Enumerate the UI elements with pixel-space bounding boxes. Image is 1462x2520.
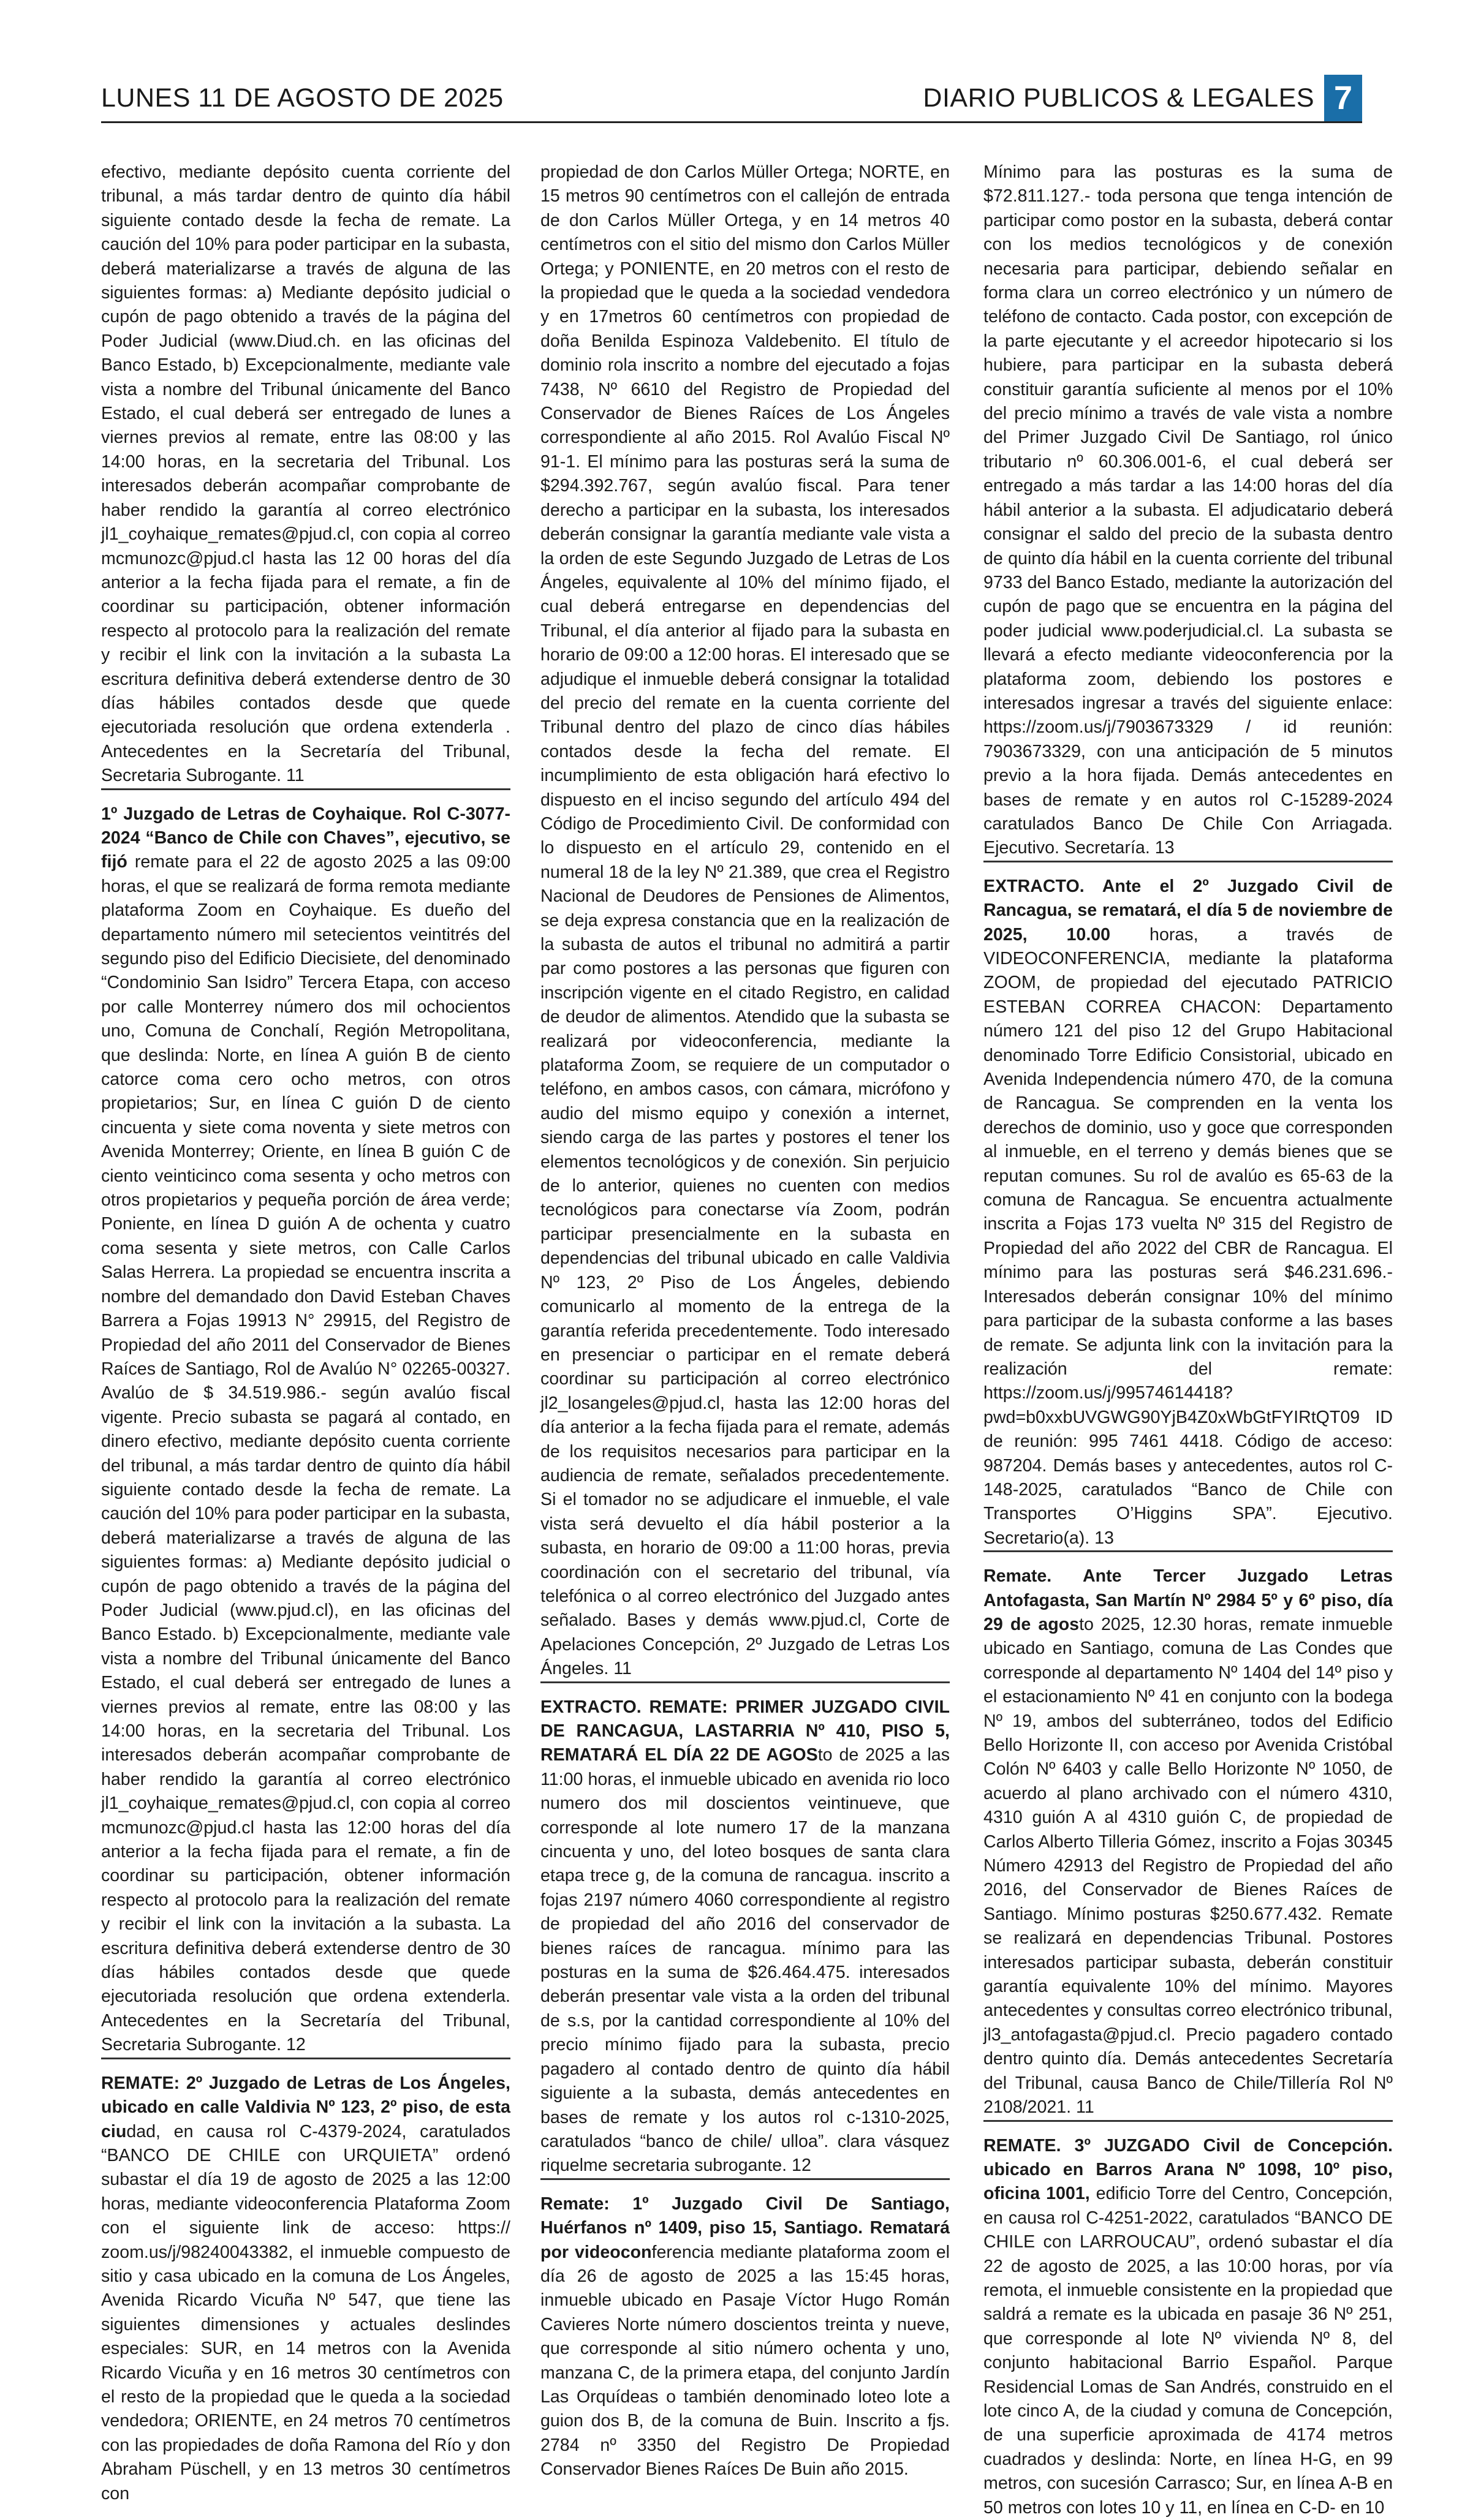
notice xyxy=(540,1681,950,2178)
notice-heading: REMATE: 2º Juzgado de Letras de Los Ángeles, ubicado en calle Valdivia Nº 123, 2º piso, de esta ciu xyxy=(101,2073,510,2141)
notice-body: ferencia mediante plataforma zoom el día 26 de agosto de 2025 a las 15:45 horas, inmueble ubicado en Pasaje Víctor Hugo Román Cavieres Norte número doscientos treinta y nueve, que corresponde al sitio número ochenta y uno, manzana C, de la primera etapa, del conjunto Jardín Las Orquídeas o también denominado loteo lote a guion dos B, de la comuna de Buin. Inscrito a fjs. 2784 nº 3350 del Registro De Propiedad Conservador Bienes Raíces De Buin año 2015. xyxy=(540,2243,950,2480)
notice-heading: EXTRACTO. Ante el 2º Juzgado Civil de Rancagua, se rematará, el día 5 de noviembre de 2025, 10.00 xyxy=(983,877,1393,945)
notice xyxy=(983,1550,1393,2119)
issue-date: LUNES 11 DE AGOSTO DE 2025 xyxy=(101,83,504,113)
notice-body: to de 2025 a las 11:00 horas, el inmueble ubicado en avenida rio loco numero dos mil doscientos veintinueve, que corresponde al lote numero 17 de la manzana cincuenta y uno, del loteo bosques de santa clara etapa trece g, de la comuna de rancagua. inscrito a fojas 2197 número 4060 correspondiente al registro de propiedad del año 2016 del conservador de bienes raíces de rancagua. mínimo para las posturas en la suma de $26.464.475. interesados deberán presentar vale vista a la orden del tribunal de s.s, por la cantidad correspondiente al 10% del precio mínimo fijado para la subasta, precio pagadero al contado dentro de quinto día hábil siguiente a la subasta, demás antecedentes en bases de remate y los autos rol c-1310-2025, caratulados “banco de chile/ ulloa”. clara vásquez riquelme secretaria subrogante. 12 xyxy=(540,1745,950,2175)
notice-body: remate para el 22 de agosto 2025 a las 09:00 horas, el que se realizará de forma remota mediante plataforma Zoom en Coyhaique. Es dueño del departamento número mil setecientos veintitrés del segundo piso del Edificio Diecisiete, del denominado “Condominio San Isidro” Tercera Etapa, con acceso por calle Monterrey número dos mil ochocientos uno, Comuna de Conchalí, Región Metropolitana, que deslinda: Norte, en línea A guión B de ciento catorce coma cero ocho metros, con otros propietarios; Sur, en línea C guión D de ciento cincuenta y siete coma noventa y siete metros con Avenida Monterrey; Oriente, en línea B guión C de ciento veinticinco coma sesenta y ocho metros con otros propietarios y pequeña porción de área verde; Poniente, en línea D guión A de ochenta y cuatro coma sesenta y siete metros, con Calle Carlos Salas Herrera. La propiedad se encuentra inscrita a nombre del demandado don David Esteban Chaves Barrera a Fojas 19913 N° 29915, del Registro de Propiedad del año 2011 del Conservador de Bienes Raíces de Santiago, Rol de Avalúo N° 02265-00327. Avalúo de $ 34.519.986.- según avalúo fiscal vigente. Precio subasta se pagará al contado, en dinero efectivo, mediante depósito cuenta corriente del tribunal, a más tardar dentro de quinto día hábil siguiente contado desde la fecha de remate. La caución del 10% para poder participar en la subasta, deberá materializarse a través de alguna de las siguientes formas: a) Mediante depósito judicial o cupón de pago obtenido a través de la página del Poder Judicial (www.pjud.cl), en las oficinas del Banco Estado. b) Excepcionalmente, mediante vale vista a nombre del Tribunal únicamente del Banco Estado, el cual deberá ser entregado de lunes a viernes previos al remate, entre las 08:00 y las 14:00 horas, en la secretaria del Tribunal. Los interesados deberán acompañar comprobante de haber rendido la garantía al correo electrónico jl1_coyhaique_remates@pjud.cl, con copia al correo mcmunozc@pjud.cl hasta las 12:00 horas del día anterior a la fecha fijada para el remate, a fin de coordinar su participación, obtener información respecto al protocolo para la realización del remate y recibir el link con la invitación a la subasta. La escritura definitiva deberá extenderse dentro de 30 días hábiles contados desde que quede ejecutoriada resolución que ordena extenderla. Antecedentes en la Secretaría del Tribunal, Secretaria Subrogante. 12 xyxy=(101,852,510,2054)
column-2 xyxy=(540,160,950,2482)
notice-heading: Remate: 1º Juzgado Civil De Santiago, Huérfanos nº 1409, piso 15, Santiago. Rematará por videocon xyxy=(540,2194,950,2262)
header-rule xyxy=(101,121,1362,123)
notice-heading: Remate. Ante Tercer Juzgado Letras Antofagasta, San Martín Nº 2984 5º y 6º piso, día 29 de agos xyxy=(983,1566,1393,1634)
notice-body: dad, en causa rol C-4379-2024, caratulados “BANCO DE CHILE con URQUIETA” ordenó subastar el día 19 de agosto de 2025 a las 12:00 horas, mediante videoconferencia Plataforma Zoom con el siguiente link de acceso: https:// zoom.us/j/98240043382, el inmueble compuesto de sitio y casa ubicado en la comuna de Los Ángeles, Avenida Ricardo Vicuña Nº 547, que tiene las siguientes dimensiones y actuales deslindes especiales: SUR, en 14 metros con la Avenida Ricardo Vicuña y en 16 metros 30 centímetros con el resto de la propiedad que le queda a la sociedad vendedora; ORIENTE, en 24 metros 70 centímetros con las propiedades de doña Ramona del Río y don Abraham Püschell, y en 13 metros 30 centímetros con xyxy=(101,2122,510,2503)
notice xyxy=(101,2058,510,2506)
notice-continuation: efectivo, mediante depósito cuenta corriente del tribunal, a más tardar dentro de quinto día hábil siguiente contado desde la fecha de remate. La caución del 10% para poder participar en la subasta, deberá materializarse a través de alguna de las siguientes formas: a) Mediante depósito judicial o cupón de pago obtenido a través de la página del Poder Judicial (www.Diud.ch. en las oficinas del Banco Estado, b) Excepcionalmente, mediante vale vista a nombre del Tribunal únicamente del Banco Estado, el cual deberá ser entregado de lunes a viernes previos al remate, entre las 08:00 y las 14:00 horas, en la secretaria del Tribunal. Los interesados deberán acompañar comprobante de haber rendido la garantía al correo electrónico jl1_coyhaique_remates@pjud.cl, con copia al correo mcmunozc@pjud.cl hasta las 12 00 horas del día anterior a la fecha fijada para el remate, a fin de coordinar su participación, obtener información respecto al protocolo para la realización del remate y recibir el link con la invitación a la subasta La escritura definitiva deberá extenderse dentro de 30 días hábiles contados desde que quede ejecutoriada resolución que ordena extenderla . Antecedentes en la Secretaría del Tribunal, Secretaria Subrogante. 11 xyxy=(101,160,510,788)
notice-heading: REMATE. 3º JUZGADO Civil de Concepción. ubicado en Barros Arana Nº 1098, 10º piso, oficina 1001, xyxy=(983,2136,1393,2204)
page-header xyxy=(101,75,1362,123)
column-1 xyxy=(101,160,510,2506)
notice-heading: 1º Juzgado de Letras de Coyhaique. Rol C-3077-2024 “Banco de Chile con Chaves”, ejecutivo, se fijó xyxy=(101,804,510,872)
page-number: 7 xyxy=(1324,75,1362,121)
notice xyxy=(540,2178,950,2482)
notice-body: edificio Torre del Centro, Concepción, en causa rol C-4251-2022, caratulados “BANCO DE CHILE con LARROUCAU”, ordenó subastar el día 22 de agosto de 2025, a las 10:00 horas, por vía remota, el inmueble consistente en la propiedad que saldrá a remate es la ubicada en pasaje 36 Nº 251, que corresponde al lote Nº vivienda Nº 8, del conjunto habitacional Barrio Español. Parque Residencial Lomas de San Andrés, construido en el lote cinco A, de la ciudad y comuna de Concepción, de una superficie aproximada de 4174 metros cuadrados y deslinda: Norte, en línea H-G, en 99 metros, con sucesión Carrasco; Sur, en línea A-B en 50 metros con lotes 10 y 11, en línea en C-D- en 10 xyxy=(983,2184,1393,2517)
notice-body: horas, a través de VIDEOCONFERENCIA, mediante la plataforma ZOOM, de propiedad del ejecutado PATRICIO ESTEBAN CORREA CHACON: Departamento número 121 del piso 12 del Grupo Habitacional denominado Torre Edificio Consistorial, ubicado en Avenida Independencia número 470, de la comuna de Rancagua. Se comprenden en la venta los derechos de dominio, uso y goce que corresponden al inmueble, en el terreno y demás bienes que se reputan comunes. Su rol de avalúo es 65-63 de la comuna de Rancagua. Se encuentra actualmente inscrita a Fojas 173 vuelta Nº 315 del Registro de Propiedad del año 2022 del CBR de Rancagua. El mínimo para las posturas será $46.231.696.- Interesados deberán consignar 10% del mínimo para participar de la subasta conforme a las bases de remate. Se adjunta link con la invitación para la realización del remate: https://zoom.us/j/99574614418?pwd=b0xxbUVGWG90YjB4Z0xWbGtFYIRtQT09 ID de reunión: 995 7461 4418. Código de acceso: 987204. Demás bases y antecedentes, autos rol C-148-2025, caratulados “Banco de Chile con Transportes O’Higgins SPA”. Ejecutivo. Secretario(a). 13 xyxy=(983,925,1393,1548)
notice xyxy=(101,788,510,2058)
notice-body: to 2025, 12.30 horas, remate inmueble ubicado en Santiago, comuna de Las Condes que corresponde al departamento Nº 1404 del 14º piso y el estacionamiento Nº 41 en conjunto con la bodega Nº 19, ambos del subterráneo, todos del Edificio Bello Horizonte II, con acceso por Avenida Cristóbal Colón Nº 6403 y calle Bello Horizonte Nº 1050, de acuerdo al plano archivado con el número 4310, 4310 guión A al 4310 guión C, de propiedad de Carlos Alberto Tilleria Gómez, inscrito a Fojas 30345 Número 42913 del Registro de Propiedad del año 2016, del Conservador de Bienes Raíces de Santiago. Mínimo posturas $250.677.432. Remate se realizará en dependencias Tribunal. Postores interesados participar subasta, deberán constituir garantía equivalente 10% del mínimo. Mayores antecedentes y consultas correo electrónico tribunal, jl3_antofagasta@pjud.cl. Precio pagadero contado dentro quinto día. Demás antecedentes Secretaría del Tribunal, causa Banco de Chile/Tillería Rol Nº 2108/2021. 11 xyxy=(983,1615,1393,2117)
notice-heading: EXTRACTO. REMATE: PRIMER JUZGADO CIVIL DE RANCAGUA, LASTARRIA Nº 410, PISO 5, REMATARÁ EL DÍA 22 DE AGOS xyxy=(540,1697,950,1765)
publication-name: DIARIO PUBLICOS & LEGALES xyxy=(923,83,1314,113)
notice xyxy=(983,861,1393,1550)
notice-continuation: Mínimo para las posturas es la suma de $72.811.127.- toda persona que tenga intención de participar como postor en la subasta, deberá contar con los medios tecnológicos y de conexión necesaria para participar, debiendo señalar en forma clara un correo electrónico y un número de teléfono de contacto. Cada postor, con excepción de la parte ejecutante y el acreedor hipotecario si los hubiere, para participar en la subasta deberá constituir garantía suficiente al menos por el 10% del precio mínimo a través de vale vista a nombre del Primer Juzgado Civil De Santiago, rol único tributario nº 60.306.001-6, el cual deberá ser entregado a más tardar a las 14:00 horas del día hábil anterior a la subasta. El adjudicatario deberá consignar el saldo del precio de la subasta dentro de quinto día hábil en la cuenta corriente del tribunal 9733 del Banco Estado, mediante la autorización del cupón de pago que se encuentra en la página del poder judicial www.poderjudicial.cl. La subasta se llevará a efecto mediante videoconferencia por la plataforma zoom, debiendo los postores e interesados ingresar a través del siguiente enlace: https://zoom.us/j/7903673329 / id reunión: 7903673329, con una anticipación de 5 minutos previo a la hora fijada. Demás antecedentes en bases de remate y en autos rol C-15289-2024 caratulados Banco De Chile Con Arriagada. Ejecutivo. Secretaría. 13 xyxy=(983,160,1393,861)
column-3 xyxy=(983,160,1393,2520)
notice xyxy=(983,2120,1393,2520)
notice-continuation: propiedad de don Carlos Müller Ortega; NORTE, en 15 metros 90 centímetros con el callejón de entrada de don Carlos Müller Ortega, y en 14 metros 40 centímetros con el sitio del mismo don Carlos Müller Ortega; y PONIENTE, en 20 metros con el resto de la propiedad que le queda a la sociedad vendedora y en 17metros 60 centímetros con propiedad de doña Benilda Espinoza Valdebenito. El título de dominio rola inscrito a nombre del ejecutado a fojas 7438, Nº 6610 del Registro de Propiedad del Conservador de Bienes Raíces de Los Ángeles correspondiente al año 2015. Rol Avalúo Fiscal Nº 91-1. El mínimo para las posturas será la suma de $294.392.767, según avalúo fiscal. Para tener derecho a participar en la subasta, los interesados deberán consignar la garantía mediante vale vista a la orden de este Segundo Juzgado de Letras de Los Ángeles, equivalente al 10% del mínimo fijado, el cual deberá entregarse en dependencias del Tribunal, el día anterior al fijado para la subasta en horario de 09:00 a 12:00 horas. El interesado que se adjudique el inmueble deberá consignar la totalidad del precio del remate en la cuenta corriente del Tribunal dentro del plazo de cinco días hábiles contados desde la fecha del remate. El incumplimiento de esta obligación hará efectivo lo dispuesto en el inciso segundo del artículo 494 del Código de Procedimiento Civil. De conformidad con lo dispuesto en el artículo 29, contenido en el numeral 18 de la ley Nº 21.389, que crea el Registro Nacional de Deudores de Pensiones de Alimentos, se deja expresa constancia que en la realización de la subasta de autos el tribunal no admitirá a partir par como postores a las personas que figuren con inscripción vigente en el citado Registro, en calidad de deudor de alimentos. Atendido que la subasta se realizará por videoconferencia, mediante la plataforma Zoom, se requiere de un computador o teléfono, en ambos casos, con cámara, micrófono y audio del mismo equipo y conexión a internet, siendo carga de las partes y postores el tener los elementos tecnológicos y de conexión. Sin perjuicio de lo anterior, quienes no cuenten con medios tecnológicos para conectarse vía Zoom, podrán participar presencialmente en la subasta en dependencias del tribunal ubicado en calle Valdivia Nº 123, 2º Piso de Los Ángeles, debiendo comunicarlo al momento de la entrega de la garantía referida precedentemente. Todo interesado en presenciar o participar en el remate deberá coordinar su participación al correo electrónico jl2_losangeles@pjud.cl, hasta las 12:00 horas del día anterior a la fecha fijada para el remate, además de los requisitos necesarios para participar en la audiencia de remate, señalados precedentemente. Si el tomador no se adjudicare el inmueble, el vale vista será devuelto el día hábil posterior a la subasta, en horario de 09:00 a 11:00 horas, previa coordinación con el secretario del tribunal, vía telefónica o al correo electrónico del Juzgado antes señalado. Bases y demás www.pjud.cl, Corte de Apelaciones Concepción, 2º Juzgado de Letras Los Ángeles. 11 xyxy=(540,160,950,1681)
